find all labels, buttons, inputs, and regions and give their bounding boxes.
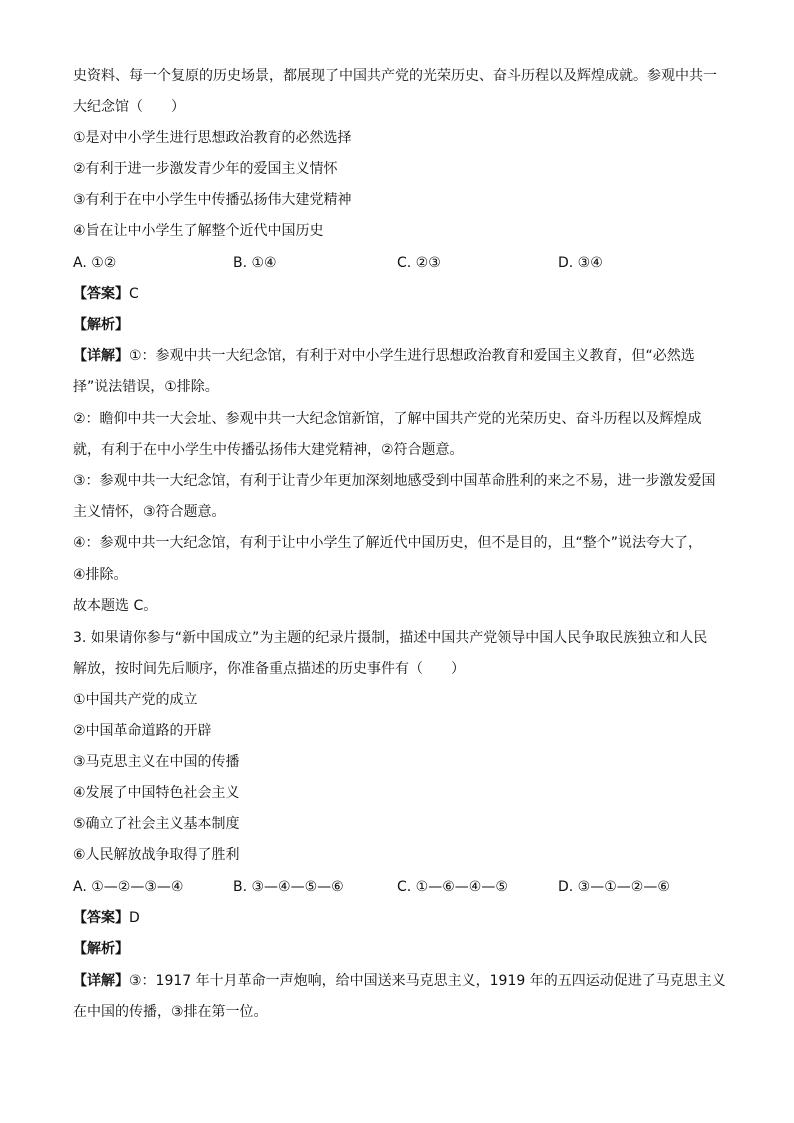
q2-stem-line-2: 大纪念馆（ ） [73, 99, 185, 115]
q3-analysis-label: 【解析】 [73, 941, 129, 957]
q3-option-a: A. ①—②—③—④ [73, 879, 184, 895]
q2-detail-line-5: ③：参观中共一大纪念馆，有利于让青少年更加深刻地感受到中国革命胜利的来之不易，进一步激发爱国 [73, 473, 716, 489]
q3-detail-label: 【详解】 [73, 973, 129, 989]
q3-item-1: ①中国共产党的成立 [73, 692, 198, 708]
q3-item-6: ⑥人民解放战争取得了胜利 [73, 847, 240, 863]
q2-option-a: A. ①② [73, 255, 117, 271]
q2-option-c: C. ②③ [397, 255, 441, 271]
q3-stem-line-1: 3. 如果请你参与“新中国成立”为主题的纪录片摄制，描述中国共产党领导中国人民争取民族独立和人民 [73, 630, 708, 646]
q2-answer [73, 284, 139, 304]
q2-detail-label: 【详解】 [73, 348, 129, 364]
q2-detail-line-4: 就，有利于在中小学生中传播弘扬伟大建党精神，②符合题意。 [73, 442, 464, 458]
q2-analysis-label: 【解析】 [73, 317, 129, 333]
q2-detail-line-1 [73, 346, 695, 366]
q3-option-c: C. ①—⑥—④—⑤ [397, 879, 508, 895]
q3-item-4: ④发展了中国特色社会主义 [73, 785, 240, 801]
q3-option-b: B. ③—④—⑤—⑥ [233, 879, 344, 895]
q2-detail-line-7: ④：参观中共一大纪念馆，有利于让中小学生了解近代中国历史，但不是目的，且“整个”说法夸大了， [73, 535, 703, 551]
q3-answer [73, 908, 140, 928]
q3-stem-line-2: 解放，按时间先后顺序，你准备重点描述的历史事件有（ ） [73, 661, 465, 677]
q3-answer-label: 【答案】 [73, 910, 129, 926]
q2-answer-value: C [129, 286, 139, 302]
q3-item-3: ③马克思主义在中国的传播 [73, 754, 240, 770]
q2-answer-label: 【答案】 [73, 286, 129, 302]
q3-detail-line-1 [73, 971, 726, 991]
q3-detail-text-1: ③：1917 年十月革命一声炮响，给中国送来马克思主义，1919 年的五四运动促进了马克思主义 [129, 973, 726, 989]
q2-option-d: D. ③④ [558, 255, 603, 271]
q2-item-3: ③有利于在中小学生中传播弘扬伟大建党精神 [73, 192, 352, 208]
q2-item-2: ②有利于进一步激发青少年的爱国主义情怀 [73, 161, 338, 177]
q3-item-5: ⑤确立了社会主义基本制度 [73, 816, 240, 832]
q2-detail-line-8: ④排除。 [73, 567, 128, 583]
q2-stem-line-1: 史资料、每一个复原的历史场景，都展现了中国共产党的光荣历史、奋斗历程以及辉煌成就。参观中共一 [73, 68, 717, 84]
q3-detail-line-2: 在中国的传播，③排在第一位。 [73, 1004, 268, 1020]
q3-option-d: D. ③—①—②—⑥ [558, 879, 670, 895]
q3-answer-value: D [129, 910, 140, 926]
q2-detail-line-2: 择”说法错误，①排除。 [73, 379, 219, 395]
q2-item-4: ④旨在让中小学生了解整个近代中国历史 [73, 223, 324, 239]
q2-detail-text-1: ①：参观中共一大纪念馆，有利于对中小学生进行思想政治教育和爱国主义教育，但“必然选 [129, 348, 695, 364]
q2-conclusion: 故本题选 C。 [73, 598, 158, 614]
q2-detail-line-6: 主义情怀，③符合题意。 [73, 504, 226, 520]
q2-option-b: B. ①④ [233, 255, 277, 271]
q3-item-2: ②中国革命道路的开辟 [73, 723, 212, 739]
q2-detail-line-3: ②：瞻仰中共一大会址、参观中共一大纪念馆新馆，了解中国共产党的光荣历史、奋斗历程以及辉煌成 [73, 411, 702, 427]
q2-item-1: ①是对中小学生进行思想政治教育的必然选择 [73, 130, 352, 146]
